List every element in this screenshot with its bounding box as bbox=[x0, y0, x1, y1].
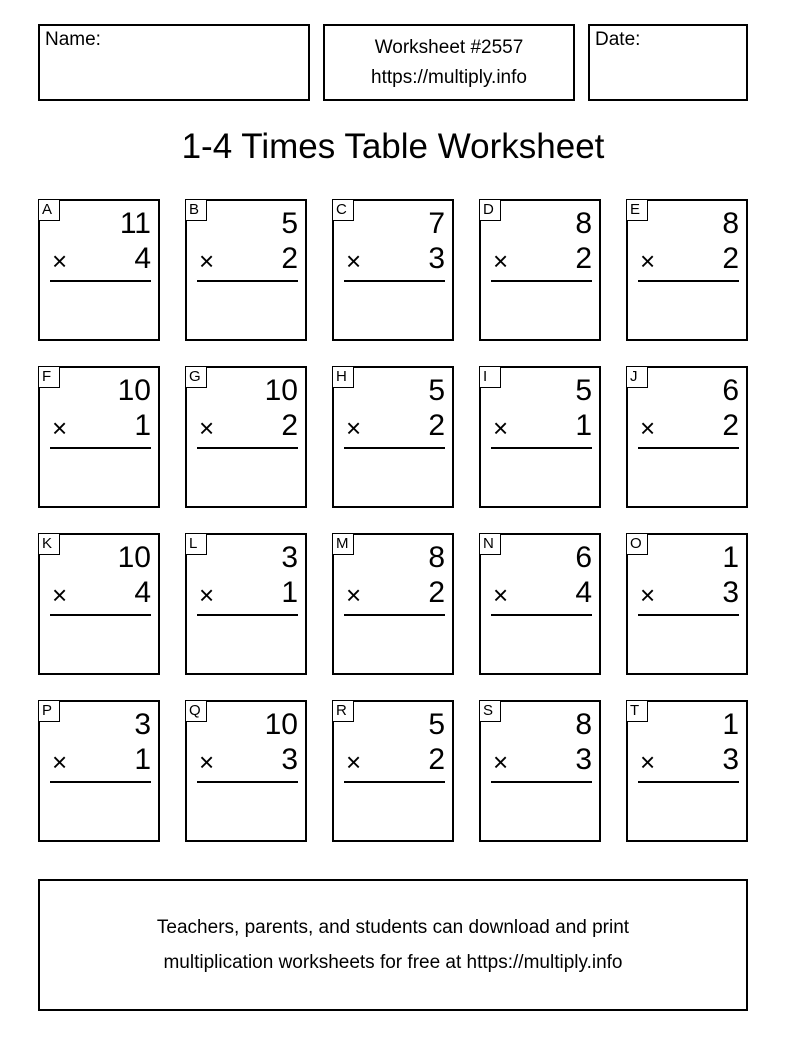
multiplicand: 10 bbox=[264, 708, 298, 741]
times-sign: × bbox=[199, 747, 215, 777]
multiplier: 1 bbox=[134, 409, 151, 442]
answer-line bbox=[491, 447, 592, 449]
multiplier: 4 bbox=[134, 576, 151, 609]
problem-card[interactable] bbox=[479, 700, 601, 842]
multiplicand: 6 bbox=[722, 374, 739, 407]
problem-letter: C bbox=[332, 199, 354, 221]
multiplicand: 8 bbox=[575, 708, 592, 741]
multiplicand: 10 bbox=[117, 374, 151, 407]
multiplier: 3 bbox=[722, 576, 739, 609]
problem-letter: F bbox=[38, 366, 60, 388]
multiplicand: 3 bbox=[281, 541, 298, 574]
answer-line bbox=[344, 614, 445, 616]
times-sign: × bbox=[199, 580, 215, 610]
multiplicand: 10 bbox=[117, 541, 151, 574]
times-sign: × bbox=[346, 413, 362, 443]
answer-line bbox=[344, 781, 445, 783]
problem-letter: Q bbox=[185, 700, 207, 722]
multiplier: 2 bbox=[428, 409, 445, 442]
multiplicand: 7 bbox=[428, 207, 445, 240]
problem-card[interactable] bbox=[332, 366, 454, 508]
multiplier: 2 bbox=[281, 409, 298, 442]
problem-letter: H bbox=[332, 366, 354, 388]
multiplicand: 8 bbox=[722, 207, 739, 240]
problem-letter: I bbox=[479, 366, 501, 388]
answer-line bbox=[197, 447, 298, 449]
problem-letter: O bbox=[626, 533, 648, 555]
worksheet-number: Worksheet #2557 bbox=[374, 36, 524, 58]
problem-card[interactable] bbox=[626, 366, 748, 508]
multiplicand: 11 bbox=[119, 207, 151, 240]
footer-line-1: Teachers, parents, and students can download and print bbox=[156, 917, 630, 938]
multiplier: 2 bbox=[281, 242, 298, 275]
times-sign: × bbox=[640, 747, 656, 777]
problem-card[interactable] bbox=[38, 700, 160, 842]
times-sign: × bbox=[493, 580, 509, 610]
answer-line bbox=[638, 614, 739, 616]
answer-line bbox=[344, 280, 445, 282]
problem-card[interactable] bbox=[479, 533, 601, 675]
answer-line bbox=[50, 614, 151, 616]
times-sign: × bbox=[199, 246, 215, 276]
problem-letter: E bbox=[626, 199, 648, 221]
multiplicand: 1 bbox=[722, 541, 739, 574]
problem-letter: P bbox=[38, 700, 60, 722]
multiplicand: 8 bbox=[575, 207, 592, 240]
problem-letter: S bbox=[479, 700, 501, 722]
problem-letter: M bbox=[332, 533, 354, 555]
multiplier: 1 bbox=[281, 576, 298, 609]
times-sign: × bbox=[346, 246, 362, 276]
times-sign: × bbox=[52, 246, 68, 276]
problem-letter: D bbox=[479, 199, 501, 221]
multiplier: 2 bbox=[428, 743, 445, 776]
multiplier: 2 bbox=[722, 409, 739, 442]
problem-card[interactable] bbox=[38, 199, 160, 341]
problem-card[interactable] bbox=[626, 700, 748, 842]
problem-card[interactable] bbox=[38, 533, 160, 675]
problem-card[interactable] bbox=[332, 199, 454, 341]
answer-line bbox=[491, 280, 592, 282]
problem-card[interactable] bbox=[332, 533, 454, 675]
date-label: Date: bbox=[595, 29, 641, 50]
site-url: https://multiply.info bbox=[371, 66, 527, 88]
multiplicand: 5 bbox=[428, 708, 445, 741]
answer-line bbox=[50, 781, 151, 783]
times-sign: × bbox=[493, 413, 509, 443]
problem-card[interactable] bbox=[38, 366, 160, 508]
answer-line bbox=[197, 781, 298, 783]
footer-note bbox=[38, 879, 748, 1011]
problem-letter: L bbox=[185, 533, 207, 555]
worksheet-info-box bbox=[323, 24, 575, 101]
multiplicand: 5 bbox=[281, 207, 298, 240]
multiplier: 2 bbox=[722, 242, 739, 275]
multiplier: 2 bbox=[575, 242, 592, 275]
multiplier: 3 bbox=[281, 743, 298, 776]
answer-line bbox=[197, 614, 298, 616]
times-sign: × bbox=[640, 246, 656, 276]
answer-line bbox=[638, 280, 739, 282]
times-sign: × bbox=[640, 413, 656, 443]
multiplicand: 3 bbox=[134, 708, 151, 741]
multiplier: 1 bbox=[575, 409, 592, 442]
answer-line bbox=[491, 614, 592, 616]
multiplier: 2 bbox=[428, 576, 445, 609]
problem-letter: N bbox=[479, 533, 501, 555]
answer-line bbox=[344, 447, 445, 449]
times-sign: × bbox=[52, 413, 68, 443]
problem-letter: T bbox=[626, 700, 648, 722]
multiplicand: 10 bbox=[264, 374, 298, 407]
times-sign: × bbox=[493, 747, 509, 777]
problem-letter: J bbox=[626, 366, 648, 388]
multiplier: 4 bbox=[575, 576, 592, 609]
times-sign: × bbox=[346, 747, 362, 777]
problem-card[interactable] bbox=[185, 199, 307, 341]
times-sign: × bbox=[52, 580, 68, 610]
multiplier: 3 bbox=[575, 743, 592, 776]
problem-card[interactable] bbox=[185, 533, 307, 675]
answer-line bbox=[638, 781, 739, 783]
multiplicand: 6 bbox=[575, 541, 592, 574]
problem-card[interactable] bbox=[626, 533, 748, 675]
multiplicand: 1 bbox=[722, 708, 739, 741]
multiplicand: 5 bbox=[428, 374, 445, 407]
times-sign: × bbox=[493, 246, 509, 276]
multiplicand: 5 bbox=[575, 374, 592, 407]
times-sign: × bbox=[199, 413, 215, 443]
answer-line bbox=[638, 447, 739, 449]
answer-line bbox=[50, 447, 151, 449]
times-sign: × bbox=[52, 747, 68, 777]
multiplier: 1 bbox=[134, 743, 151, 776]
problem-card[interactable] bbox=[185, 700, 307, 842]
problem-card[interactable] bbox=[185, 366, 307, 508]
problem-letter: R bbox=[332, 700, 354, 722]
problem-letter: G bbox=[185, 366, 207, 388]
page-title: 1-4 Times Table Worksheet bbox=[181, 127, 605, 166]
multiplicand: 8 bbox=[428, 541, 445, 574]
times-sign: × bbox=[640, 580, 656, 610]
name-field[interactable] bbox=[38, 24, 310, 101]
name-label: Name: bbox=[45, 29, 101, 50]
problem-letter: K bbox=[38, 533, 60, 555]
problem-letter: A bbox=[38, 199, 60, 221]
problem-card[interactable] bbox=[479, 199, 601, 341]
times-sign: × bbox=[346, 580, 362, 610]
problem-letter: B bbox=[185, 199, 207, 221]
multiplier: 4 bbox=[134, 242, 151, 275]
answer-line bbox=[197, 280, 298, 282]
multiplier: 3 bbox=[722, 743, 739, 776]
answer-line bbox=[50, 280, 151, 282]
footer-line-2: multiplication worksheets for free at https://multiply.info bbox=[163, 952, 623, 973]
date-field[interactable] bbox=[588, 24, 748, 101]
problem-card[interactable] bbox=[626, 199, 748, 341]
answer-line bbox=[491, 781, 592, 783]
multiplier: 3 bbox=[428, 242, 445, 275]
problem-card[interactable] bbox=[479, 366, 601, 508]
problem-card[interactable] bbox=[332, 700, 454, 842]
